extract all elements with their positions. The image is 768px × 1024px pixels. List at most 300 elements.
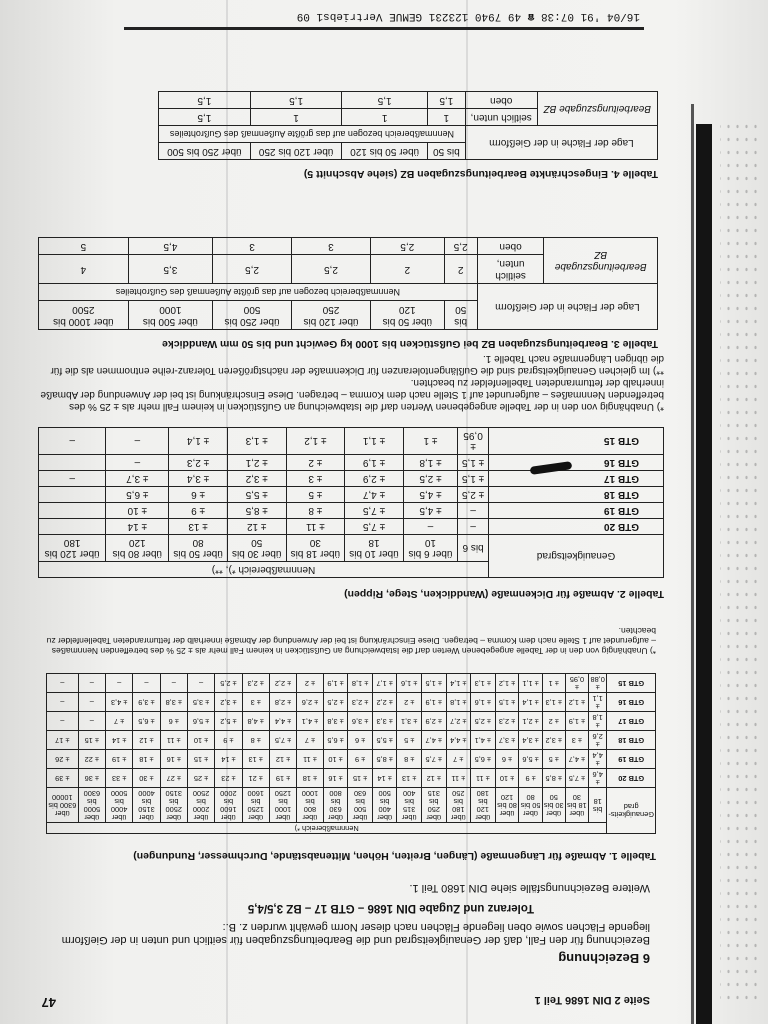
- table2-cell: ± 13: [169, 519, 228, 535]
- table2-cell: ± 8,5: [227, 503, 286, 519]
- table1-cell: ± 4,4: [589, 750, 607, 769]
- table1-column-header: über 18 bis 30: [565, 788, 588, 823]
- table1-cell: ± 3,7: [495, 731, 519, 750]
- table2-cell: ± 1,5: [458, 471, 489, 487]
- table1-cell: ± 3,1: [397, 712, 422, 731]
- table2-cell: ± 6: [169, 487, 228, 503]
- table1-grade: GTB 15: [607, 674, 656, 693]
- table1-cell: ± 2: [297, 674, 324, 693]
- scan-edge-line: [691, 104, 694, 1024]
- table1-cell: ± 2,3: [242, 674, 269, 693]
- t3-cell: 2,5: [444, 238, 477, 255]
- table2-cell: ± 3: [286, 471, 345, 487]
- table2-group-header: Nennmaßbereich *), **): [39, 562, 489, 578]
- table1-cell: ± 5,6: [519, 750, 542, 769]
- table1-column-header: bis 18: [589, 788, 607, 823]
- table1-cell: ± 10: [323, 750, 348, 769]
- t4-cell: 1,5: [159, 92, 251, 109]
- table1-column-header: über 500 bis 630: [348, 788, 373, 823]
- table2-cell: ± 1,4: [169, 428, 228, 455]
- t3-cell: 2,5: [370, 238, 444, 255]
- table1-cell: ± 5: [542, 750, 565, 769]
- t3-group-label: Bearbeitungszugabe BZ: [544, 238, 658, 284]
- t4-cell: 1,5: [427, 92, 465, 109]
- table2-cell: ± 14: [106, 519, 169, 535]
- table1-cell: ± 1,7: [372, 674, 397, 693]
- t4-range-header: Nennmaßbereich bezogen auf das größte Außenmaß des Gußrohteiles: [159, 126, 466, 143]
- table1-cell: –: [78, 693, 105, 712]
- table1-cell: ± 15: [187, 750, 214, 769]
- table2-cell: [39, 455, 106, 471]
- table1-cell: ± 4,1: [297, 712, 324, 731]
- t4-cell: 1: [427, 109, 465, 126]
- table1-column-header: über 50 bis 80: [519, 788, 542, 823]
- table2-grade: GTB 15: [489, 428, 664, 455]
- table3-position-header: Lage der Fläche in der Gießform: [477, 284, 657, 330]
- table1-cell: ± 0,95: [565, 674, 588, 693]
- table2-cell: ± 5: [286, 487, 345, 503]
- table2-cell: ± 12: [227, 519, 286, 535]
- table1-cell: ± 7,5: [421, 750, 446, 769]
- table2-cell: [39, 503, 106, 519]
- table1-row: [47, 674, 656, 693]
- table1-cell: ± 30: [133, 769, 160, 788]
- table1-cell: ± 5,5: [372, 731, 397, 750]
- scan-edge-bar: [696, 124, 712, 1024]
- table1-row: [47, 712, 656, 731]
- table1-cell: ± 11: [471, 769, 496, 788]
- table1-cell: ± 3,2: [215, 693, 242, 712]
- table1-cell: ± 16: [323, 769, 348, 788]
- table1-cell: ± 19: [105, 750, 132, 769]
- table2-cell: ± 2,9: [345, 471, 404, 487]
- table2-cell: ± 5,5: [227, 487, 286, 503]
- table2-cell: ± 1,3: [227, 428, 286, 455]
- table2-cell: ± 6,5: [106, 487, 169, 503]
- table1-cell: ± 1: [542, 674, 565, 693]
- table2-column-header: über 18 bis 30: [286, 535, 345, 562]
- table1-cell: ± 7: [297, 731, 324, 750]
- section-title: 6 Bezeichnung: [558, 951, 650, 966]
- table1-cell: ± 13: [242, 750, 269, 769]
- table2-cell: –: [39, 428, 106, 455]
- table2-grade: GTB 17: [489, 471, 664, 487]
- table1-cell: ± 2,9: [421, 712, 446, 731]
- table1-column-header: über 4000 bis 5000: [105, 788, 132, 823]
- table1-cell: ± 2,5: [323, 693, 348, 712]
- table2-cell: ± 3,7: [106, 471, 169, 487]
- table1-cell: ± 1,1: [519, 674, 542, 693]
- table2-cell: ± 1,9: [345, 455, 404, 471]
- table1-cell: –: [47, 693, 79, 712]
- fax-footer-rule: [124, 27, 644, 30]
- table1-cell: ± 6: [160, 712, 187, 731]
- table2-column-header: bis 6: [458, 535, 489, 562]
- table1-cell: ± 2: [542, 712, 565, 731]
- table1-cell: ± 1,4: [446, 674, 471, 693]
- table1-cell: ± 27: [160, 769, 187, 788]
- table1-column-header: über 6300 bis 10000: [47, 788, 79, 823]
- table2-cell: [39, 487, 106, 503]
- table2: [38, 427, 664, 578]
- table1-corner: Genauigkeits-grad: [607, 788, 656, 834]
- table1-cell: ± 7,5: [565, 769, 588, 788]
- table1-cell: –: [133, 674, 160, 693]
- table1-cell: ± 17: [47, 731, 79, 750]
- t3-cell: 2,5: [292, 255, 371, 284]
- table1-cell: ± 2,2: [269, 674, 296, 693]
- t3-column-header: über 1000 bis 2500: [39, 301, 129, 330]
- table1-cell: ± 36: [78, 769, 105, 788]
- table2-cell: ± 2,5: [403, 471, 457, 487]
- table1-row: [47, 731, 656, 750]
- table1-cell: ± 1,8: [348, 674, 373, 693]
- table2-row: [39, 471, 664, 487]
- table1-column-header: über 800 bis 1000: [297, 788, 324, 823]
- table4: [158, 91, 658, 160]
- table1-cell: ± 8,5: [542, 769, 565, 788]
- table1-cell: ± 1,5: [421, 674, 446, 693]
- table2-cell: ± 2: [286, 455, 345, 471]
- table1-cell: ± 12: [133, 731, 160, 750]
- table2-cell: ± 1,8: [403, 455, 457, 471]
- scan-noise: [720, 124, 760, 1004]
- table1-cell: –: [47, 674, 79, 693]
- table2-cell: ± 7,5: [345, 503, 404, 519]
- t4-cell: 1,5: [159, 109, 251, 126]
- t4-group-label: Bearbeitungszugabe BZ: [537, 92, 657, 126]
- table2-row: [39, 428, 664, 455]
- table1-cell: ± 2,5: [471, 712, 496, 731]
- t3-row: [39, 255, 658, 284]
- table1-cell: ± 11: [160, 731, 187, 750]
- table1-cell: ± 3: [565, 731, 588, 750]
- table1-cell: ± 3,2: [542, 731, 565, 750]
- table4-caption: Tabelle 4. Eingeschränkte Bearbeitungszugaben BZ (siehe Abschnitt 5): [303, 168, 658, 180]
- table4-position-header: Lage der Fläche in der Gießform: [465, 126, 657, 160]
- t3-cell: 5: [39, 238, 129, 255]
- table1-grade: GTB 18: [607, 731, 656, 750]
- table2-grade: GTB 16: [489, 455, 664, 471]
- table1-column-header: über 1000 bis 1250: [269, 788, 296, 823]
- table1-cell: ± 6: [348, 731, 373, 750]
- table1-cell: ± 39: [47, 769, 79, 788]
- table1-cell: ± 18: [297, 769, 324, 788]
- table1-cell: ± 13: [397, 769, 422, 788]
- section-text-ref: Weitere Bezeichnungsfälle siehe DIN 1680 Teil 1.: [409, 882, 650, 894]
- table1-cell: –: [47, 712, 79, 731]
- t3-row-label: oben: [477, 238, 544, 255]
- table1-cell: ± 11: [297, 750, 324, 769]
- table1-cell: ± 1,3: [542, 693, 565, 712]
- table1-column-header: über 400 bis 500: [372, 788, 397, 823]
- table1-cell: ± 8,5: [372, 750, 397, 769]
- table1-cell: ± 9: [215, 731, 242, 750]
- table1-cell: ± 4,7: [565, 750, 588, 769]
- table2-grade: GTB 19: [489, 503, 664, 519]
- table1-cell: ± 8: [397, 750, 422, 769]
- table1-cell: ± 16: [160, 750, 187, 769]
- table1-cell: ± 12: [421, 769, 446, 788]
- table2-cell: ± 11: [286, 519, 345, 535]
- table1-cell: ± 22: [78, 750, 105, 769]
- table1-cell: ± 1,4: [519, 693, 542, 712]
- t3-cell: 2: [370, 255, 444, 284]
- table1-cell: ± 2,8: [269, 693, 296, 712]
- table1-cell: ± 15: [78, 731, 105, 750]
- t4-cell: 1: [342, 109, 427, 126]
- table1-cell: ± 21: [242, 769, 269, 788]
- table2-column-header: über 10 bis 18: [345, 535, 404, 562]
- table2-cell: ± 8: [286, 503, 345, 519]
- table2-cell: –: [106, 455, 169, 471]
- t3-range-header: Nennmaßbereich bezogen auf das größte Außenmaß des Gußrohteiles: [39, 284, 478, 301]
- table1-cell: ± 3,4: [519, 731, 542, 750]
- table1-cell: ± 6: [495, 750, 519, 769]
- table2-column-header: über 6 bis 10: [403, 535, 457, 562]
- table1-column-header: über 5000 bis 6300: [78, 788, 105, 823]
- table1-cell: ± 2,1: [519, 712, 542, 731]
- t3-row-label: seitlich unten,: [477, 255, 544, 284]
- table1-cell: –: [160, 674, 187, 693]
- designation-example: Toleranz und Zugabe DIN 1686 – GTB 17 – BZ 3,5/4,5: [247, 902, 534, 914]
- fax-footer: 16/04 '91 07:38 ☎ 49 7940 123231 GEMUE Vertriebs1 09: [296, 10, 640, 22]
- table1-column-header: über 3150 bis 4000: [133, 788, 160, 823]
- table1-cell: ± 8: [242, 731, 269, 750]
- table1-cell: ± 10: [187, 731, 214, 750]
- table1-cell: ± 1,9: [323, 674, 348, 693]
- table2-cell: –: [458, 519, 489, 535]
- table1-cell: ± 6,5: [133, 712, 160, 731]
- table1: [46, 673, 656, 834]
- table1-cell: ± 6,5: [323, 731, 348, 750]
- table1-column-header: über 1600 bis 2000: [215, 788, 242, 823]
- table2-cell: ± 2,1: [227, 455, 286, 471]
- t3-cell: 2: [444, 255, 477, 284]
- table2-cell: ± 2,5: [458, 487, 489, 503]
- t4-row-label: oben: [465, 92, 537, 109]
- table2-column-header: über 50 bis 80: [169, 535, 228, 562]
- table2-corner: Genauigkeitsgrad: [489, 535, 664, 578]
- table1-cell: ± 9: [348, 750, 373, 769]
- table2-footnote-1: *) Unabhängig von den in der Tabelle angegebenen Werten darf die Istabweichung an Gußstücken in keinem Fall mehr als ± 25 % des betreffenden Nennmaßes – aufgerundet auf 1 Stelle nach dem Komma – betragen. Diese Einschränkung ist bei der Anwendung der Abmaße innerhalb der fettumrandeten Tabellenfelder zu beachten.: [40, 377, 664, 412]
- table1-cell: ± 3,5: [187, 693, 214, 712]
- table1-cell: ± 2,2: [372, 693, 397, 712]
- table1-grade: GTB 16: [607, 693, 656, 712]
- table1-grade: GTB 17: [607, 712, 656, 731]
- table2-cell: ± 0,95: [458, 428, 489, 455]
- table2-cell: –: [106, 428, 169, 455]
- table1-cell: ± 14: [215, 750, 242, 769]
- table1-cell: ± 33: [105, 769, 132, 788]
- t4-row-label: seitlich unten,: [465, 109, 537, 126]
- table1-row: [47, 769, 656, 788]
- table1-cell: ± 4,3: [105, 693, 132, 712]
- table1-cell: ± 25: [187, 769, 214, 788]
- table1-cell: ± 1,1: [589, 693, 607, 712]
- table1-cell: ± 7: [446, 750, 471, 769]
- table1-cell: ± 3: [242, 693, 269, 712]
- table1-cell: ± 2,3: [348, 693, 373, 712]
- t4-cell: 1,5: [342, 92, 427, 109]
- running-head: Seite 2 DIN 1686 Teil 1: [534, 994, 650, 1006]
- table1-grade: GTB 19: [607, 750, 656, 769]
- table2-cell: ± 10: [106, 503, 169, 519]
- table3: [38, 237, 658, 330]
- table1-cell: ± 3,8: [160, 693, 187, 712]
- table1-cell: ± 4,6: [589, 769, 607, 788]
- table1-column-header: über 30 bis 50: [542, 788, 565, 823]
- table1-cell: ± 3,3: [372, 712, 397, 731]
- table1-cell: ± 14: [105, 731, 132, 750]
- table2-row: [39, 487, 664, 503]
- table1-cell: ± 2,5: [215, 674, 242, 693]
- t3-cell: 3,5: [128, 255, 212, 284]
- table1-cell: ± 10: [495, 769, 519, 788]
- table1-cell: ± 6,5: [471, 750, 496, 769]
- table1-cell: ± 4,7: [421, 731, 446, 750]
- table2-grade: GTB 18: [489, 487, 664, 503]
- t3-column-header: über 250 bis 500: [213, 301, 292, 330]
- table2-column-header: über 30 bis 50: [227, 535, 286, 562]
- t4-cell: 1,5: [250, 92, 342, 109]
- table1-cell: ± 1,5: [495, 693, 519, 712]
- t4-column-header: über 120 bis 250: [250, 143, 342, 160]
- table1-cell: ± 15: [348, 769, 373, 788]
- table1-cell: ± 5: [397, 731, 422, 750]
- table1-cell: ± 4,1: [471, 731, 496, 750]
- table1-cell: ± 1,9: [421, 693, 446, 712]
- table2-row: [39, 503, 664, 519]
- table1-cell: ± 1,3: [471, 674, 496, 693]
- table1-cell: ± 5,2: [215, 712, 242, 731]
- table1-cell: ± 9: [519, 769, 542, 788]
- table1-cell: ± 1,2: [565, 693, 588, 712]
- t4-column-header: bis 50: [427, 143, 465, 160]
- table1-cell: ± 23: [215, 769, 242, 788]
- table1-row: [47, 693, 656, 712]
- table1-cell: ± 3,8: [323, 712, 348, 731]
- table1-cell: ± 19: [269, 769, 296, 788]
- table2-row: [39, 519, 664, 535]
- t3-column-header: über 120 bis 250: [292, 301, 371, 330]
- table1-cell: ± 2,6: [297, 693, 324, 712]
- table1-column-header: über 80 bis 120: [495, 788, 519, 823]
- table1-row: [47, 750, 656, 769]
- table2-cell: ± 1,5: [458, 455, 489, 471]
- table2-caption: Tabelle 2. Abmaße für Dickenmaße (Wanddicken, Stege, Rippen): [344, 588, 664, 600]
- table1-cell: ± 1,8: [589, 712, 607, 731]
- table1-cell: ± 2,6: [589, 731, 607, 750]
- table1-cell: –: [78, 674, 105, 693]
- t3-cell: 4,5: [128, 238, 212, 255]
- table2-cell: ± 7,5: [345, 519, 404, 535]
- table1-cell: ± 7,5: [269, 731, 296, 750]
- t3-cell: 3: [213, 238, 292, 255]
- table1-cell: ± 26: [47, 750, 79, 769]
- table2-cell: –: [458, 503, 489, 519]
- table1-cell: ± 1,9: [565, 712, 588, 731]
- page-number: 47: [41, 995, 56, 1010]
- table2-cell: ± 1: [403, 428, 457, 455]
- table1-column-header: über 2000 bis 2500: [187, 788, 214, 823]
- table1-column-header: über 315 bis 400: [397, 788, 422, 823]
- table2-cell: ± 1,2: [286, 428, 345, 455]
- table1-cell: ± 4,4: [269, 712, 296, 731]
- table1-cell: –: [78, 712, 105, 731]
- table1-caption: Tabelle 1. Abmaße für Längenmaße (Längen, Breiten, Höhen, Mittenabstände, Durchmesser, Rundungen): [133, 850, 656, 862]
- table1-cell: ± 1,2: [495, 674, 519, 693]
- t3-cell: 3: [292, 238, 371, 255]
- table1-cell: ± 18: [133, 750, 160, 769]
- table1-column-header: über 180 bis 250: [446, 788, 471, 823]
- table2-cell: –: [403, 519, 457, 535]
- table2-grade: GTB 20: [489, 519, 664, 535]
- table1-group-header: Nennmaßbereich *): [47, 823, 607, 834]
- table1-cell: ± 14: [372, 769, 397, 788]
- table1-cell: ± 3,9: [133, 693, 160, 712]
- t4-column-header: über 250 bis 500: [159, 143, 251, 160]
- table2-footnote-2: **) Im gleichen Genauigkeitsgrad sind die Gußlängentoleranzen für Dickenmaße der nächstgrößeren Toleranz-reihe entnommen als die für die übrigen Längenmaße nach Tabelle 1.: [50, 353, 664, 376]
- table1-cell: ± 5,6: [187, 712, 214, 731]
- t4-row: [159, 109, 658, 126]
- table2-cell: ± 2,3: [169, 455, 228, 471]
- table1-cell: ± 12: [269, 750, 296, 769]
- table1-cell: ± 0,88: [590, 675, 605, 692]
- table2-cell: –: [39, 471, 106, 487]
- table2-cell: [39, 519, 106, 535]
- table1-cell: ± 2,3: [495, 712, 519, 731]
- table1-cell: –: [105, 674, 132, 693]
- table1-grade: GTB 20: [607, 769, 656, 788]
- table1-cell: –: [187, 674, 214, 693]
- table1-column-header: über 630 bis 800: [323, 788, 348, 823]
- t3-column-header: über 500 bis 1000: [128, 301, 212, 330]
- table1-column-header: über 120 bis 180: [471, 788, 496, 823]
- t4-column-header: über 50 bis 120: [342, 143, 427, 160]
- table1-cell: ± 2: [397, 693, 422, 712]
- t3-cell: 2,5: [213, 255, 292, 284]
- table2-cell: ± 4,5: [403, 503, 457, 519]
- t3-cell: 4: [39, 255, 129, 284]
- table2-cell: ± 4,5: [403, 487, 457, 503]
- table1-cell: ± 1,6: [397, 674, 422, 693]
- table2-cell: ± 1,1: [345, 428, 404, 455]
- table2-cell: ± 9: [169, 503, 228, 519]
- table1-cell: ± 2,7: [446, 712, 471, 731]
- table1-footnote: *) Unabhängig von den in der Tabelle angegebenen Werten darf die Istabweichung an Gußstücken in keinem Fall mehr als ± 25 % des betreffenden Nennmaßes – aufgerundet auf 1 Stelle nach dem Komma – betragen. Diese Einschränkung ist bei der Anwendung der Abmaße innerhalb der fettumrandeten Tabellenfelder zu beachten.: [46, 626, 656, 656]
- table1-cell: ± 11: [446, 769, 471, 788]
- table1-column-header: über 1250 bis 1600: [242, 788, 269, 823]
- table1-column-header: über 2500 bis 3150: [160, 788, 187, 823]
- section-text: Bezeichnung für den Fall, daß der Genauigkeitsgrad und die Bearbeitungszugaben für seitlich und unten in der Gießform liegende Flächen sowie oben liegende Flächen nach dieser Norm gewählt wurden z. B.:: [61, 921, 650, 946]
- table1-cell: ± 4,4: [446, 731, 471, 750]
- table2-cell: ± 4,7: [345, 487, 404, 503]
- table1-cell: ± 4,8: [242, 712, 269, 731]
- t3-column-header: bis 50: [444, 301, 477, 330]
- table1-cell: ± 1,6: [471, 693, 496, 712]
- t3-column-header: über 50 bis 120: [370, 301, 444, 330]
- t4-cell: 1: [250, 109, 342, 126]
- table2-cell: ± 3,2: [227, 471, 286, 487]
- table2-cell: ± 3,4: [169, 471, 228, 487]
- table2-column-header: über 80 bis 120: [106, 535, 169, 562]
- table3-caption: Tabelle 3. Bearbeitungszugaben BZ bei Gußstücken bis 1000 kg Gewicht und bis 50 mm Wanddicke: [162, 338, 658, 350]
- table1-cell: ± 1,8: [446, 693, 471, 712]
- table1-cell: ± 3,6: [348, 712, 373, 731]
- table2-column-header: über 120 bis 180: [39, 535, 106, 562]
- table1-column-header: über 250 bis 315: [421, 788, 446, 823]
